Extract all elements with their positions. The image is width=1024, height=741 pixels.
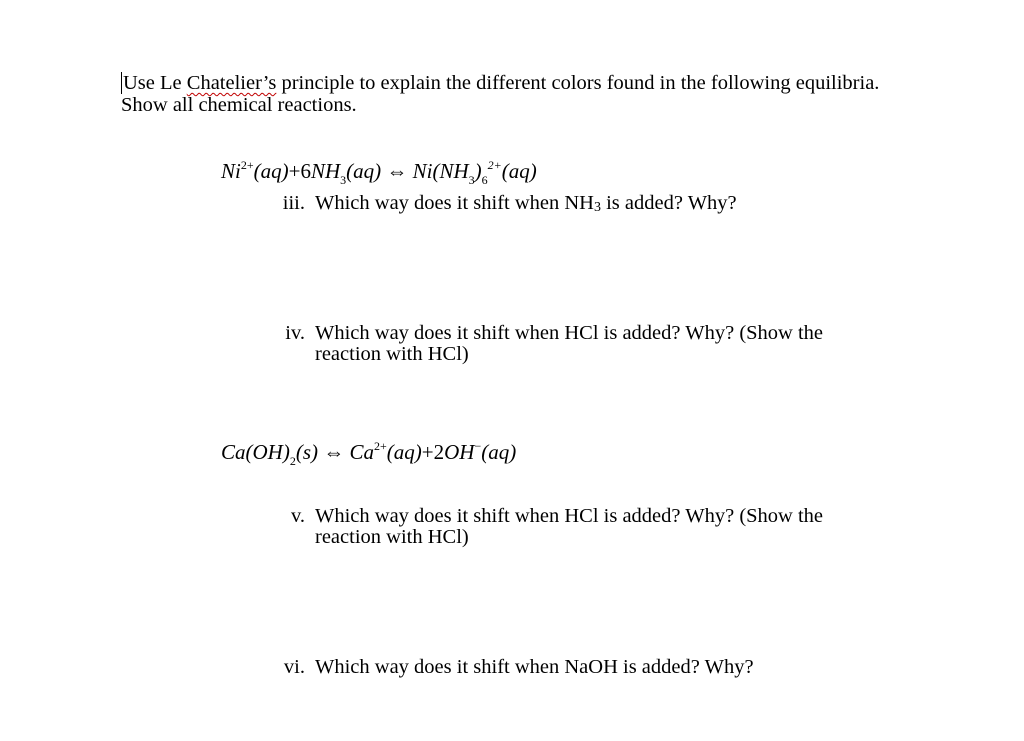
instruction-text-end: principle to explain the different colors found in the following equilibria. Show all chemical reactions. <box>121 72 880 116</box>
eq1-nh: NH <box>310 159 341 183</box>
eq1-complex-open: Ni(NH <box>412 159 469 183</box>
misspelled-word[interactable]: Chatelier’s <box>186 72 277 94</box>
question-iii-subscript: 3 <box>593 200 601 215</box>
eq1-aq3: (aq) <box>501 159 537 183</box>
eq2-plus: + <box>421 440 434 464</box>
eq1-coefficient: 6 <box>300 159 311 183</box>
question-iii-text-after: is added? Why? <box>600 192 737 214</box>
eq1-aq2: (aq) <box>346 159 382 183</box>
eq2-ca-oh: Ca(OH) <box>221 440 290 464</box>
question-vi-text: Which way does it shift when NaOH is added? Why? <box>315 656 754 678</box>
question-iii-number: iii. <box>282 192 305 214</box>
question-iii-text <box>315 193 885 214</box>
eq2-oh: OH <box>444 440 475 464</box>
question-vi <box>265 657 885 678</box>
eq2-solid: (s) <box>295 440 318 464</box>
question-iii <box>265 193 885 214</box>
eq1-complex-close: ) <box>474 159 482 183</box>
eq1-ni: Ni <box>221 159 241 183</box>
question-iv-number: iv. <box>285 322 305 344</box>
eq2-equilibrium-arrow: ⇔ <box>323 440 345 464</box>
eq2-ca-charge: 2+ <box>374 439 387 453</box>
eq1-complex-charge: 2+ <box>487 158 502 172</box>
eq2-ca: Ca <box>349 440 375 464</box>
equation-nickel-ammonia <box>221 158 537 188</box>
instruction-text-start: Use Le <box>123 72 187 94</box>
eq1-equilibrium-arrow: ⇔ <box>386 159 408 183</box>
eq1-complex-sub6: 6 <box>481 173 488 187</box>
instruction-paragraph <box>121 72 881 116</box>
eq2-coefficient: 2 <box>433 440 445 464</box>
eq1-nh-subscript: 3 <box>340 173 347 187</box>
question-iv <box>265 323 885 365</box>
eq1-plus: + <box>288 159 301 183</box>
eq1-complex-sub3: 3 <box>468 173 475 187</box>
eq2-aq2: (aq) <box>481 440 517 464</box>
text-cursor <box>121 72 122 94</box>
eq2-oh-charge: − <box>474 439 482 453</box>
question-v <box>265 506 885 548</box>
question-v-number: v. <box>290 505 305 527</box>
eq2-aq1: (aq) <box>386 440 422 464</box>
question-vi-number: vi. <box>283 656 305 678</box>
eq1-ni-charge: 2+ <box>240 158 254 172</box>
eq1-aq1: (aq) <box>253 159 289 183</box>
question-iv-text: Which way does it shift when HCl is added? Why? (Show the reaction with HCl) <box>315 322 824 365</box>
question-iii-text-before: Which way does it shift when NH <box>315 192 594 214</box>
question-v-text: Which way does it shift when HCl is added? Why? (Show the reaction with HCl) <box>315 505 824 548</box>
equation-calcium-hydroxide <box>221 439 516 469</box>
eq2-subscript: 2 <box>289 454 296 468</box>
